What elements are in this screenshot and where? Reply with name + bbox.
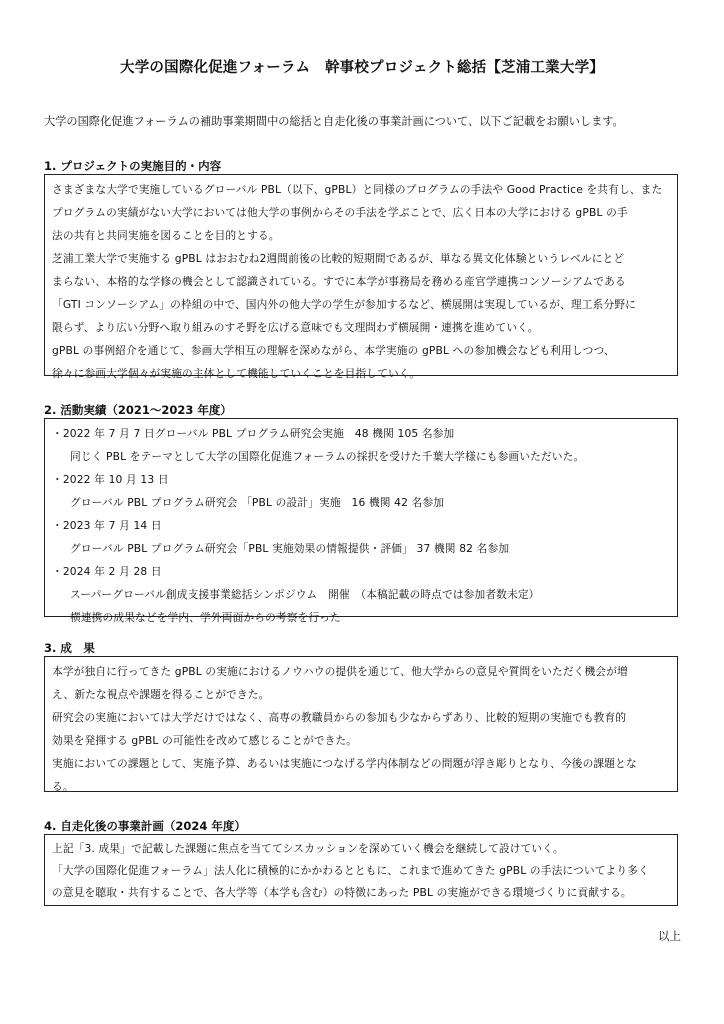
section-1-line: 「GTI コンソーシアム」の枠組の中で、国内外の他大学の学生が参加するなど、横展開は実現しているが、理工系分野に	[52, 298, 636, 311]
section-4-box	[44, 834, 678, 906]
section-2-line: 横連携の成果などを学内、学外両面からの考察を行った	[70, 611, 341, 624]
section-2-line: ・2023 年 7 月 14 日	[52, 519, 162, 532]
page-title: 大学の国際化促進フォーラム 幹事校プロジェクト総括【芝浦工業大学】	[120, 60, 604, 76]
section-2-line: グローバル PBL プログラム研究会 「PBL の設計」実施 16 機関 42 名参加	[70, 496, 445, 509]
section-3-line: る。	[52, 780, 74, 793]
section-3-line: 効果を発揮する gPBL の可能性を改めて感じることができた。	[52, 734, 358, 747]
section-2-line: グローバル PBL プログラム研究会「PBL 実施効果の情報提供・評価」 37 機関 82 名参加	[70, 542, 510, 555]
section-2-line: スーパーグローバル創成支援事業総括シンポジウム 開催 （本稿記載の時点では参加者数未定）	[70, 588, 540, 601]
section-2-line: ・2024 年 2 月 28 日	[52, 565, 162, 578]
section-1-line: さまざまな大学で実施しているグローバル PBL（以下、gPBL）と同様のプログラムの手法や Good Practice を共有し、また	[52, 183, 663, 196]
section-1-line: 法の共有と共同実施を図ることを目的とする。	[52, 229, 280, 242]
section-3-line: 本学が独自に行ってきた gPBL の実施におけるノウハウの提供を通じて、他大学からの意見や質問をいただく機会が増	[52, 665, 628, 678]
closing-text: 以上	[658, 929, 681, 943]
section-3-box	[44, 656, 678, 792]
section-4-line: 上記「3. 成果」で記載した課題に焦点を当ててシスカッションを深めていく機会を継続して設けていく。	[52, 842, 564, 855]
section-3-heading: 3. 成 果	[44, 641, 95, 655]
section-2-box	[44, 418, 678, 624]
section-1-line: 芝浦工業大学で実施する gPBL はおおむね2週間前後の比較的短期間であるが、単なる異文化体験というレベルにとど	[52, 252, 625, 265]
section-2-line: ・2022 年 7 月 7 日グローバル PBL プログラム研究会実施 48 機関 105 名参加	[52, 427, 455, 440]
section-4-heading: 4. 自走化後の事業計画（2024 年度）	[44, 819, 246, 833]
section-4-line: の意見を聴取・共有することで、各大学等（本学も含む）の特徴にあった PBL の実施ができる環境づくりに貢献する。	[52, 886, 632, 899]
section-2-line: ・2022 年 10 月 13 日	[52, 473, 169, 486]
intro-text: 大学の国際化促進フォーラムの補助事業期間中の総括と自走化後の事業計画について、以下ご記載をお願いします。	[44, 115, 624, 128]
section-1-line: gPBL の事例紹介を通じて、参画大学相互の理解を深めながら、本学実施の gPBL への参加機会なども利用しつつ、	[52, 344, 615, 357]
section-1-line: 限らず、より広い分野へ取り組みのすそ野を広げる意味でも文理問わず横展開・連携を進めていく。	[52, 321, 539, 334]
section-1-line: 徐々に参画大学個々が実施の主体として機能していくことを目指していく。	[52, 367, 421, 380]
section-2-heading: 2. 活動実績（2021～2023 年度）	[44, 403, 232, 417]
section-4-line: 「大学の国際化促進フォーラム」法人化に積極的にかかわるとともに、これまで進めてきた gPBL の手法についてより多く	[52, 864, 649, 877]
section-1-box	[44, 174, 678, 380]
section-3-line: 研究会の実施においては大学だけではなく、高専の教職員からの参加も少なからずあり、比較的短期の実施でも教育的	[52, 711, 627, 724]
section-3-line: え、新たな視点や課題を得ることができた。	[52, 688, 270, 701]
section-2-line: 同じく PBL をテーマとして大学の国際化促進フォーラムの採択を受けた千葉大学様にも参画いただいた。	[70, 450, 585, 463]
section-1-line: まらない、本格的な学修の機会として認識されている。すでに本学が事務局を務める産官学連携コンソーシアムである	[52, 275, 626, 288]
section-3-line: 実施においての課題として、実施予算、あるいは実施につなげる学内体制などの問題が浮き彫りとなり、今後の課題とな	[52, 757, 637, 770]
section-1-line: プログラムの実績がない大学においては他大学の事例からその手法を学ぶことで、広く日本の大学における gPBL の手	[52, 206, 628, 219]
section-1-heading: 1. プロジェクトの実施目的・内容	[44, 159, 222, 173]
